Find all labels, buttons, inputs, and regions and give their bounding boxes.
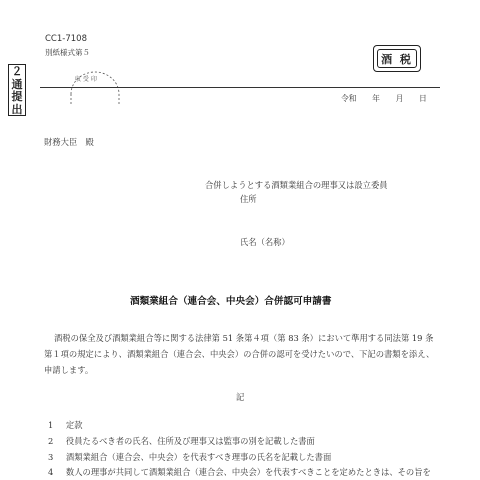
list-item-text: 数人の理事が共同して酒類業組合（連合会、中央会）を代表すべきことを定めたときは、その旨を bbox=[65, 467, 431, 477]
list-item-text: 酒類業組合（連合会、中央会）を代表すべき理事の氏名を記載した書面 bbox=[65, 452, 332, 462]
form-code: CC1-7108 bbox=[45, 34, 87, 44]
form-number: 別紙様式第５ bbox=[45, 48, 90, 57]
list-item-text: 定款 bbox=[65, 420, 83, 430]
list-item-text: 役員たるべき者の氏名、住所及び理事又は監事の別を記載した書面 bbox=[65, 436, 315, 446]
receipt-stamp-arc-icon bbox=[68, 66, 122, 110]
side-char-1: ２ bbox=[11, 65, 23, 78]
tax-type-box bbox=[373, 45, 421, 72]
side-char-2: 通 bbox=[11, 77, 23, 91]
paragraph-line-3: 申請します。 bbox=[44, 365, 94, 375]
paragraph-line-1: 酒税の保全及び酒類業組合等に関する法律第 51 条第４項（第 83 条）において準用する同法第 19 条 bbox=[54, 333, 434, 343]
addressee: 財務大臣 殿 bbox=[44, 137, 94, 147]
tax-type-label: 酒 税 bbox=[377, 49, 417, 68]
list-item bbox=[48, 419, 83, 431]
applicant-role: 合併しようとする酒類業組合の理事又は設立委員 bbox=[205, 180, 388, 190]
applicant-name-label: 氏名（名称） bbox=[240, 237, 290, 247]
list-item bbox=[48, 466, 431, 478]
side-char-4: 出 bbox=[11, 102, 23, 116]
list-item-number: 1 bbox=[48, 420, 54, 430]
list-item bbox=[48, 435, 315, 447]
list-item-number: 4 bbox=[48, 467, 54, 477]
header-divider bbox=[40, 87, 440, 88]
submission-count-box bbox=[8, 64, 26, 116]
page-title: 酒類業組合（連合会、中央会）合併認可申請書 bbox=[130, 296, 332, 307]
receipt-stamp bbox=[68, 66, 122, 110]
ki-heading: 記 bbox=[236, 392, 245, 402]
date-line: 令和 年 月 日 bbox=[341, 94, 427, 103]
receipt-stamp-label: 収 受 印 bbox=[75, 76, 97, 83]
list-item-number: 2 bbox=[48, 436, 54, 446]
side-char-3: 提 bbox=[11, 90, 23, 103]
list-item-number: 3 bbox=[48, 452, 54, 462]
paragraph-line-2: 第１項の規定により、酒類業組合（連合会、中央会）の合併の認可を受けたいので、下記の書類を添え、 bbox=[44, 349, 435, 359]
applicant-address-label: 住所 bbox=[240, 194, 257, 204]
list-item bbox=[48, 451, 331, 463]
